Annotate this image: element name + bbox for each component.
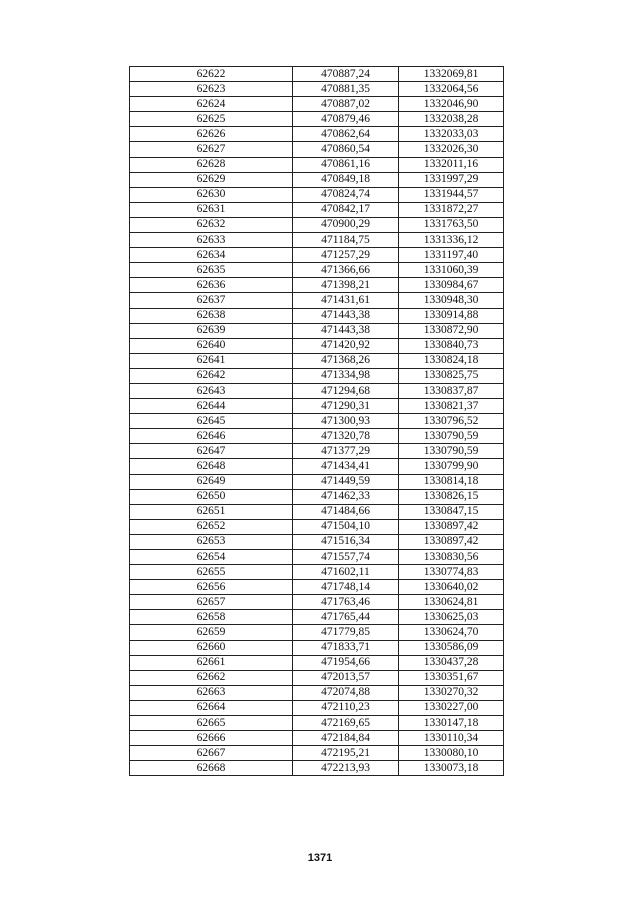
x-coordinate-cell: 471557,74 — [293, 550, 399, 565]
point-number-cell: 62648 — [130, 459, 293, 474]
table-row — [130, 580, 504, 595]
point-number-cell: 62650 — [130, 489, 293, 504]
point-number-cell: 62625 — [130, 112, 293, 127]
table-row — [130, 504, 504, 519]
table-row — [130, 157, 504, 172]
table-row — [130, 746, 504, 761]
table-row — [130, 338, 504, 353]
x-coordinate-cell: 472184,84 — [293, 731, 399, 746]
table-row — [130, 534, 504, 549]
y-coordinate-cell: 1330147,18 — [399, 716, 504, 731]
y-coordinate-cell: 1332046,90 — [399, 97, 504, 112]
x-coordinate-cell: 471504,10 — [293, 519, 399, 534]
y-coordinate-cell: 1331060,39 — [399, 263, 504, 278]
y-coordinate-cell: 1330624,81 — [399, 595, 504, 610]
y-coordinate-cell: 1330640,02 — [399, 580, 504, 595]
x-coordinate-cell: 471602,11 — [293, 565, 399, 580]
table-row — [130, 248, 504, 263]
x-coordinate-cell: 471300,93 — [293, 414, 399, 429]
table-row — [130, 655, 504, 670]
y-coordinate-cell: 1330847,15 — [399, 504, 504, 519]
point-number-cell: 62642 — [130, 368, 293, 383]
table-row — [130, 716, 504, 731]
table-row — [130, 625, 504, 640]
point-number-cell: 62663 — [130, 685, 293, 700]
y-coordinate-cell: 1331872,27 — [399, 202, 504, 217]
point-number-cell: 62657 — [130, 595, 293, 610]
point-number-cell: 62658 — [130, 610, 293, 625]
x-coordinate-cell: 471462,33 — [293, 489, 399, 504]
y-coordinate-cell: 1330897,42 — [399, 534, 504, 549]
table-row — [130, 217, 504, 232]
x-coordinate-cell: 470887,24 — [293, 67, 399, 82]
x-coordinate-cell: 471954,66 — [293, 655, 399, 670]
point-number-cell: 62637 — [130, 293, 293, 308]
table-row — [130, 610, 504, 625]
x-coordinate-cell: 470862,64 — [293, 127, 399, 142]
x-coordinate-cell: 470900,29 — [293, 217, 399, 232]
y-coordinate-cell: 1330814,18 — [399, 474, 504, 489]
y-coordinate-cell: 1330073,18 — [399, 761, 504, 776]
y-coordinate-cell: 1331197,40 — [399, 248, 504, 263]
y-coordinate-cell: 1330826,15 — [399, 489, 504, 504]
table-row — [130, 399, 504, 414]
table-row — [130, 142, 504, 157]
table-row — [130, 519, 504, 534]
x-coordinate-cell: 470879,46 — [293, 112, 399, 127]
y-coordinate-cell: 1330624,70 — [399, 625, 504, 640]
table-row — [130, 414, 504, 429]
table-row — [130, 489, 504, 504]
point-number-cell: 62624 — [130, 97, 293, 112]
x-coordinate-cell: 471290,31 — [293, 399, 399, 414]
y-coordinate-cell: 1332033,03 — [399, 127, 504, 142]
point-number-cell: 62651 — [130, 504, 293, 519]
point-number-cell: 62634 — [130, 248, 293, 263]
table-row — [130, 685, 504, 700]
y-coordinate-cell: 1332026,30 — [399, 142, 504, 157]
y-coordinate-cell: 1330840,73 — [399, 338, 504, 353]
point-number-cell: 62641 — [130, 353, 293, 368]
table-row — [130, 444, 504, 459]
x-coordinate-cell: 471257,29 — [293, 248, 399, 263]
point-number-cell: 62631 — [130, 202, 293, 217]
coordinates-table — [129, 66, 504, 776]
y-coordinate-cell: 1332069,81 — [399, 67, 504, 82]
point-number-cell: 62626 — [130, 127, 293, 142]
table-row — [130, 731, 504, 746]
point-number-cell: 62666 — [130, 731, 293, 746]
point-number-cell: 62664 — [130, 700, 293, 715]
table-row — [130, 67, 504, 82]
x-coordinate-cell: 470849,18 — [293, 172, 399, 187]
table-row — [130, 429, 504, 444]
x-coordinate-cell: 471420,92 — [293, 338, 399, 353]
point-number-cell: 62665 — [130, 716, 293, 731]
point-number-cell: 62640 — [130, 338, 293, 353]
x-coordinate-cell: 471449,59 — [293, 474, 399, 489]
point-number-cell: 62629 — [130, 172, 293, 187]
point-number-cell: 62635 — [130, 263, 293, 278]
point-number-cell: 62643 — [130, 383, 293, 398]
y-coordinate-cell: 1330825,75 — [399, 368, 504, 383]
table-row — [130, 293, 504, 308]
y-coordinate-cell: 1330824,18 — [399, 353, 504, 368]
point-number-cell: 62654 — [130, 550, 293, 565]
x-coordinate-cell: 471377,29 — [293, 444, 399, 459]
y-coordinate-cell: 1330897,42 — [399, 519, 504, 534]
point-number-cell: 62647 — [130, 444, 293, 459]
point-number-cell: 62633 — [130, 233, 293, 248]
table-row — [130, 308, 504, 323]
y-coordinate-cell: 1330948,30 — [399, 293, 504, 308]
x-coordinate-cell: 472169,65 — [293, 716, 399, 731]
y-coordinate-cell: 1330830,56 — [399, 550, 504, 565]
point-number-cell: 62627 — [130, 142, 293, 157]
table-row — [130, 82, 504, 97]
table-row — [130, 550, 504, 565]
point-number-cell: 62661 — [130, 655, 293, 670]
y-coordinate-cell: 1330080,10 — [399, 746, 504, 761]
point-number-cell: 62652 — [130, 519, 293, 534]
y-coordinate-cell: 1332038,28 — [399, 112, 504, 127]
table-row — [130, 595, 504, 610]
x-coordinate-cell: 472195,21 — [293, 746, 399, 761]
y-coordinate-cell: 1330872,90 — [399, 323, 504, 338]
y-coordinate-cell: 1332011,16 — [399, 157, 504, 172]
table-row — [130, 187, 504, 202]
y-coordinate-cell: 1330790,59 — [399, 429, 504, 444]
y-coordinate-cell: 1330586,09 — [399, 640, 504, 655]
x-coordinate-cell: 470842,17 — [293, 202, 399, 217]
x-coordinate-cell: 471320,78 — [293, 429, 399, 444]
y-coordinate-cell: 1330790,59 — [399, 444, 504, 459]
x-coordinate-cell: 472110,23 — [293, 700, 399, 715]
x-coordinate-cell: 472013,57 — [293, 670, 399, 685]
table-row — [130, 323, 504, 338]
y-coordinate-cell: 1331997,29 — [399, 172, 504, 187]
x-coordinate-cell: 471516,34 — [293, 534, 399, 549]
y-coordinate-cell: 1331944,57 — [399, 187, 504, 202]
point-number-cell: 62656 — [130, 580, 293, 595]
table-row — [130, 233, 504, 248]
y-coordinate-cell: 1331763,50 — [399, 217, 504, 232]
table-row — [130, 202, 504, 217]
x-coordinate-cell: 471184,75 — [293, 233, 399, 248]
page-number: 1371 — [307, 852, 333, 864]
table-row — [130, 97, 504, 112]
point-number-cell: 62667 — [130, 746, 293, 761]
point-number-cell: 62622 — [130, 67, 293, 82]
y-coordinate-cell: 1330914,88 — [399, 308, 504, 323]
point-number-cell: 62646 — [130, 429, 293, 444]
y-coordinate-cell: 1330984,67 — [399, 278, 504, 293]
table-row — [130, 383, 504, 398]
table-row — [130, 112, 504, 127]
table-row — [130, 278, 504, 293]
table-row — [130, 640, 504, 655]
x-coordinate-cell: 471763,46 — [293, 595, 399, 610]
x-coordinate-cell: 471779,85 — [293, 625, 399, 640]
y-coordinate-cell: 1330351,67 — [399, 670, 504, 685]
point-number-cell: 62662 — [130, 670, 293, 685]
y-coordinate-cell: 1332064,56 — [399, 82, 504, 97]
y-coordinate-cell: 1330437,28 — [399, 655, 504, 670]
x-coordinate-cell: 470887,02 — [293, 97, 399, 112]
x-coordinate-cell: 470824,74 — [293, 187, 399, 202]
table-row — [130, 459, 504, 474]
y-coordinate-cell: 1330625,03 — [399, 610, 504, 625]
point-number-cell: 62623 — [130, 82, 293, 97]
y-coordinate-cell: 1330110,34 — [399, 731, 504, 746]
x-coordinate-cell: 470860,54 — [293, 142, 399, 157]
y-coordinate-cell: 1330227,00 — [399, 700, 504, 715]
x-coordinate-cell: 471334,98 — [293, 368, 399, 383]
table-row — [130, 565, 504, 580]
table-row — [130, 474, 504, 489]
x-coordinate-cell: 471366,66 — [293, 263, 399, 278]
y-coordinate-cell: 1330799,90 — [399, 459, 504, 474]
x-coordinate-cell: 471434,41 — [293, 459, 399, 474]
point-number-cell: 62632 — [130, 217, 293, 232]
point-number-cell: 62644 — [130, 399, 293, 414]
x-coordinate-cell: 471833,71 — [293, 640, 399, 655]
x-coordinate-cell: 471443,38 — [293, 308, 399, 323]
x-coordinate-cell: 471398,21 — [293, 278, 399, 293]
table-row — [130, 761, 504, 776]
x-coordinate-cell: 471765,44 — [293, 610, 399, 625]
table-row — [130, 353, 504, 368]
table-row — [130, 700, 504, 715]
table-row — [130, 127, 504, 142]
point-number-cell: 62639 — [130, 323, 293, 338]
point-number-cell: 62660 — [130, 640, 293, 655]
x-coordinate-cell: 471294,68 — [293, 383, 399, 398]
y-coordinate-cell: 1330270,32 — [399, 685, 504, 700]
x-coordinate-cell: 470861,16 — [293, 157, 399, 172]
x-coordinate-cell: 472213,93 — [293, 761, 399, 776]
point-number-cell: 62645 — [130, 414, 293, 429]
table-row — [130, 670, 504, 685]
table-row — [130, 263, 504, 278]
point-number-cell: 62630 — [130, 187, 293, 202]
point-number-cell: 62653 — [130, 534, 293, 549]
point-number-cell: 62659 — [130, 625, 293, 640]
point-number-cell: 62649 — [130, 474, 293, 489]
point-number-cell: 62668 — [130, 761, 293, 776]
y-coordinate-cell: 1331336,12 — [399, 233, 504, 248]
point-number-cell: 62655 — [130, 565, 293, 580]
table-row — [130, 368, 504, 383]
x-coordinate-cell: 472074,88 — [293, 685, 399, 700]
coordinates-table-body — [130, 67, 504, 776]
y-coordinate-cell: 1330837,87 — [399, 383, 504, 398]
y-coordinate-cell: 1330774,83 — [399, 565, 504, 580]
x-coordinate-cell: 471368,26 — [293, 353, 399, 368]
point-number-cell: 62638 — [130, 308, 293, 323]
x-coordinate-cell: 471443,38 — [293, 323, 399, 338]
point-number-cell: 62628 — [130, 157, 293, 172]
point-number-cell: 62636 — [130, 278, 293, 293]
y-coordinate-cell: 1330821,37 — [399, 399, 504, 414]
y-coordinate-cell: 1330796,52 — [399, 414, 504, 429]
x-coordinate-cell: 470881,35 — [293, 82, 399, 97]
table-row — [130, 172, 504, 187]
x-coordinate-cell: 471748,14 — [293, 580, 399, 595]
x-coordinate-cell: 471431,61 — [293, 293, 399, 308]
x-coordinate-cell: 471484,66 — [293, 504, 399, 519]
